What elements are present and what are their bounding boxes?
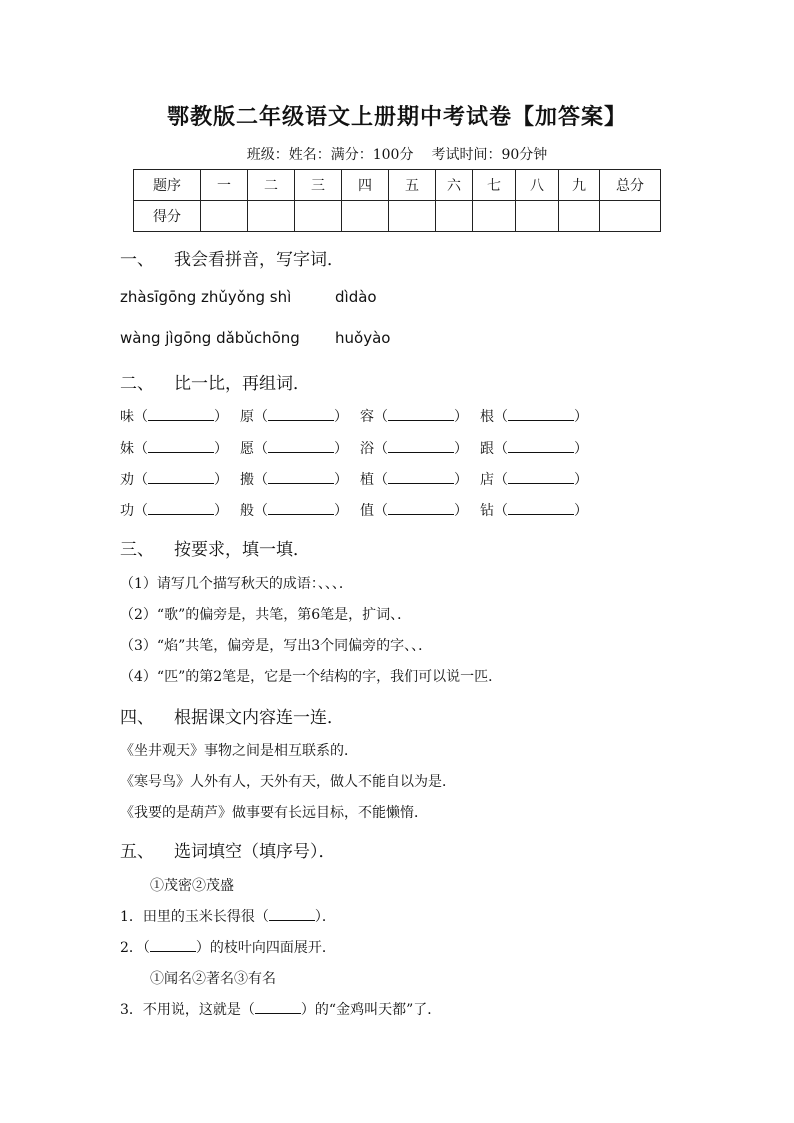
answer-blank[interactable] (269, 908, 315, 921)
pinyin-group: zhàsīgōng zhǔyǒng shì (120, 288, 292, 306)
score-input-cell[interactable] (559, 201, 600, 232)
table-cell: 题序 (134, 170, 201, 201)
answer-blank[interactable] (388, 440, 454, 453)
character: 浴 (360, 441, 374, 457)
pinyin-line (120, 329, 390, 347)
answer-blank[interactable] (508, 471, 574, 484)
answer-blank[interactable] (268, 408, 334, 421)
score-table-header-row (134, 170, 661, 201)
answer-blank[interactable] (148, 440, 214, 453)
section-4-heading: 四、 根据课文内容连一连． (120, 708, 344, 728)
score-input-cell[interactable] (295, 201, 342, 232)
answer-blank[interactable] (388, 471, 454, 484)
table-cell: 总分 (600, 170, 661, 201)
character: 原 (240, 409, 254, 425)
table-cell: 五 (389, 170, 436, 201)
answer-blank[interactable] (508, 502, 574, 515)
word-options: ①茂密②茂盛 (150, 878, 234, 894)
section-2-heading: 二、 比一比，再组词． (120, 374, 310, 394)
score-table-score-row (134, 201, 661, 232)
score-input-cell[interactable] (473, 201, 516, 232)
answer-blank[interactable] (508, 408, 574, 421)
word-options: ①闻名②著名③有名 (150, 971, 276, 987)
table-cell: 二 (248, 170, 295, 201)
word-row: 劝（ ） 搬（ ） 植（ ） 店（ ） (120, 472, 588, 488)
page-title: 鄂教版二年级语文上册期中考试卷【加答案】 (166, 104, 627, 130)
answer-blank[interactable] (268, 502, 334, 515)
table-cell: 六 (436, 170, 473, 201)
character: 根 (480, 409, 494, 425)
table-cell: 八 (516, 170, 559, 201)
pinyin-line (120, 288, 377, 306)
table-cell: 一 (201, 170, 248, 201)
score-input-cell[interactable] (436, 201, 473, 232)
word-row: 妹（ ） 愿（ ） 浴（ ） 跟（ ） (120, 441, 588, 457)
character: 跟 (480, 441, 494, 457)
character: 钻 (480, 503, 494, 519)
question-item: （3）“焰”共笔，偏旁是，写出3个同偏旁的字、、． (120, 638, 433, 654)
character: 般 (240, 503, 254, 519)
question-item: 1．田里的玉米长得很（ ）． (120, 909, 336, 925)
answer-blank[interactable] (268, 440, 334, 453)
question-item: （4）“匹”的第2笔是，它是一个结构的字，我们可以说一匹． (120, 669, 503, 685)
matching-item: 《我要的是葫芦》做事要有长远目标，不能懒惰． (120, 805, 428, 821)
matching-item: 《寒号鸟》人外有人，天外有天，做人不能自以为是． (120, 774, 456, 790)
character: 值 (360, 503, 374, 519)
table-cell: 得分 (134, 201, 201, 232)
answer-blank[interactable] (268, 471, 334, 484)
pinyin-group: wàng jìgōng dǎbǔchōng (120, 329, 300, 347)
score-input-cell[interactable] (389, 201, 436, 232)
section-5-heading: 五、 选词填空（填序号）． (120, 842, 336, 862)
answer-blank[interactable] (508, 440, 574, 453)
character: 味 (120, 409, 134, 425)
answer-blank[interactable] (388, 502, 454, 515)
word-row: 功（ ） 般（ ） 值（ ） 钻（ ） (120, 503, 588, 519)
table-cell: 四 (342, 170, 389, 201)
matching-item: 《坐井观天》事物之间是相互联系的． (120, 743, 358, 759)
section-3-heading: 三、 按要求，填一填． (120, 540, 310, 560)
score-input-cell[interactable] (201, 201, 248, 232)
question-item: （1）请写几个描写秋天的成语：、、、． (120, 576, 353, 592)
character: 搬 (240, 472, 254, 488)
section-1-heading: 一、 我会看拼音，写字词． (120, 250, 344, 270)
score-input-cell[interactable] (516, 201, 559, 232)
score-input-cell[interactable] (342, 201, 389, 232)
character: 妹 (120, 441, 134, 457)
character: 劝 (120, 472, 134, 488)
class-name-score-info: 班级：姓名：满分：100分 (246, 147, 414, 163)
answer-blank[interactable] (148, 471, 214, 484)
character: 店 (480, 472, 494, 488)
answer-blank[interactable] (150, 939, 196, 952)
answer-blank[interactable] (148, 502, 214, 515)
question-item: 3．不用说，这就是（ ）的“金鸡叫天都”了． (120, 1002, 442, 1018)
table-cell: 七 (473, 170, 516, 201)
score-input-cell[interactable] (248, 201, 295, 232)
pinyin-group: huǒyào (335, 329, 391, 347)
answer-blank[interactable] (255, 1001, 301, 1014)
question-item: 2．（ ）的枝叶向四面展开． (120, 940, 336, 956)
score-input-cell[interactable] (600, 201, 661, 232)
character: 愿 (240, 441, 254, 457)
exam-time-info: 考试时间：90分钟 (431, 147, 548, 163)
word-row: 味（ ） 原（ ） 容（ ） 根（ ） (120, 409, 588, 425)
table-cell: 三 (295, 170, 342, 201)
character: 功 (120, 503, 134, 519)
score-table (133, 169, 661, 232)
answer-blank[interactable] (388, 408, 454, 421)
exam-info (0, 144, 794, 164)
pinyin-group: dìdào (335, 288, 377, 306)
answer-blank[interactable] (148, 408, 214, 421)
character: 植 (360, 472, 374, 488)
character: 容 (360, 409, 374, 425)
table-cell: 九 (559, 170, 600, 201)
question-item: （2）“歌”的偏旁是，共笔，第6笔是，扩词、． (120, 607, 412, 623)
